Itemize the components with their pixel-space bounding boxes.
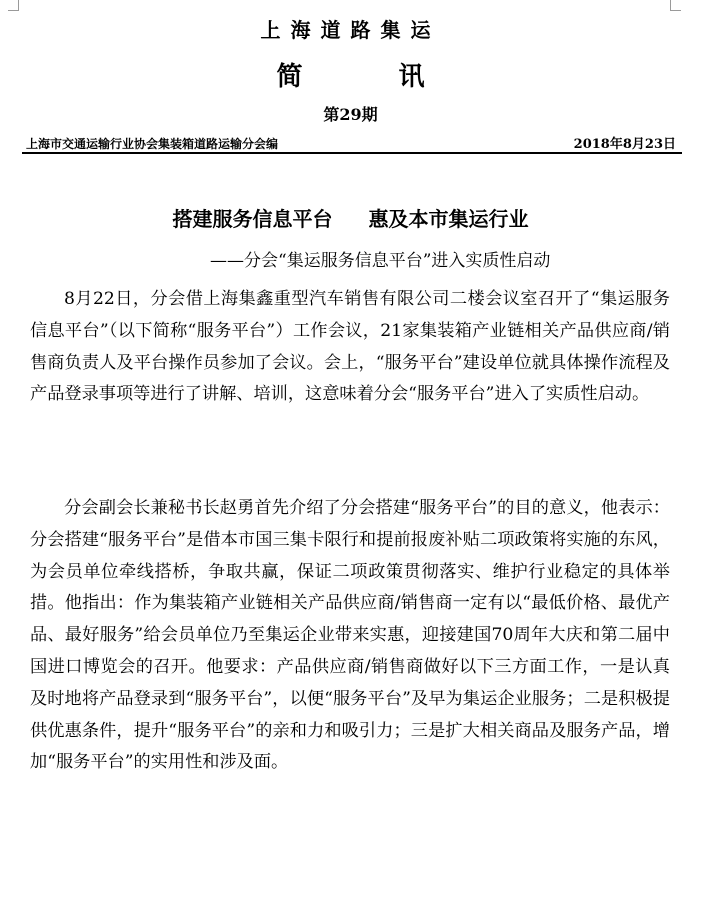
paragraph-2 (30, 493, 670, 779)
article-title-part2: 惠及本市集运行业 (368, 207, 529, 231)
article-title-part1: 搭建服务信息平台 (172, 207, 333, 231)
bulletin-heading (0, 56, 701, 93)
publisher-row (26, 133, 676, 152)
page-corner-mark-left (8, 0, 19, 11)
publish-date: 2018年8月23日 (573, 137, 676, 152)
article-title (0, 203, 701, 232)
issue-number: 第29期 (323, 105, 378, 124)
header-rule (22, 152, 682, 154)
page-corner-mark-right (670, 0, 681, 11)
paragraph-2-text: 分会副会长兼秘书长赵勇首先介绍了分会搭建“服务平台”的目的意义，他表示：分会搭建“服务平台”是借本市国三集卡限行和提前报废补贴二项政策将实施的东风，为会员单位牵线搭桥，争取共赢，保证二项政策贯彻落实、维护行业稳定的具体举措。他指出：作为集装箱产业链相关产品供应商/销售商一定有以“最低价格、最优产品、最好服务”给会员单位乃至集运企业带来实惠，迎接建国70周年大庆和第二届中国进口博览会的召开。他要求：产品供应商/销售商做好以下三方面工作，一是认真及时地将产品登录到“服务平台”，以便“服务平台”及早为集运企业服务；二是积极提供优惠条件，提升“服务平台”的亲和力和吸引力；三是扩大相关商品及服务产品，增加“服务平台”的实用性和涉及面。 (30, 498, 670, 773)
bulletin-heading-part1: 简 (276, 62, 303, 92)
paragraph-1-text: 8月22日，分会借上海集鑫重型汽车销售有限公司二楼会议室召开了“集运服务信息平台”（以下简称“服务平台”）工作会议，21家集装箱产业链相关产品供应商/销售商负责人及平台操作员参加了会议。会上，“服务平台”建设单位就具体操作流程及产品登录事项等进行了讲解、培训，这意味着分会“服务平台”进入了实质性启动。 (30, 289, 670, 405)
paragraph-1 (30, 284, 670, 411)
org-title: 上海道路集运 (260, 18, 441, 42)
article-subtitle: ——分会“集运服务信息平台”进入实质性启动 (210, 251, 551, 271)
bulletin-heading-part2: 讯 (398, 62, 425, 92)
publisher: 上海市交通运输行业协会集装箱道路运输分会编 (26, 137, 279, 151)
